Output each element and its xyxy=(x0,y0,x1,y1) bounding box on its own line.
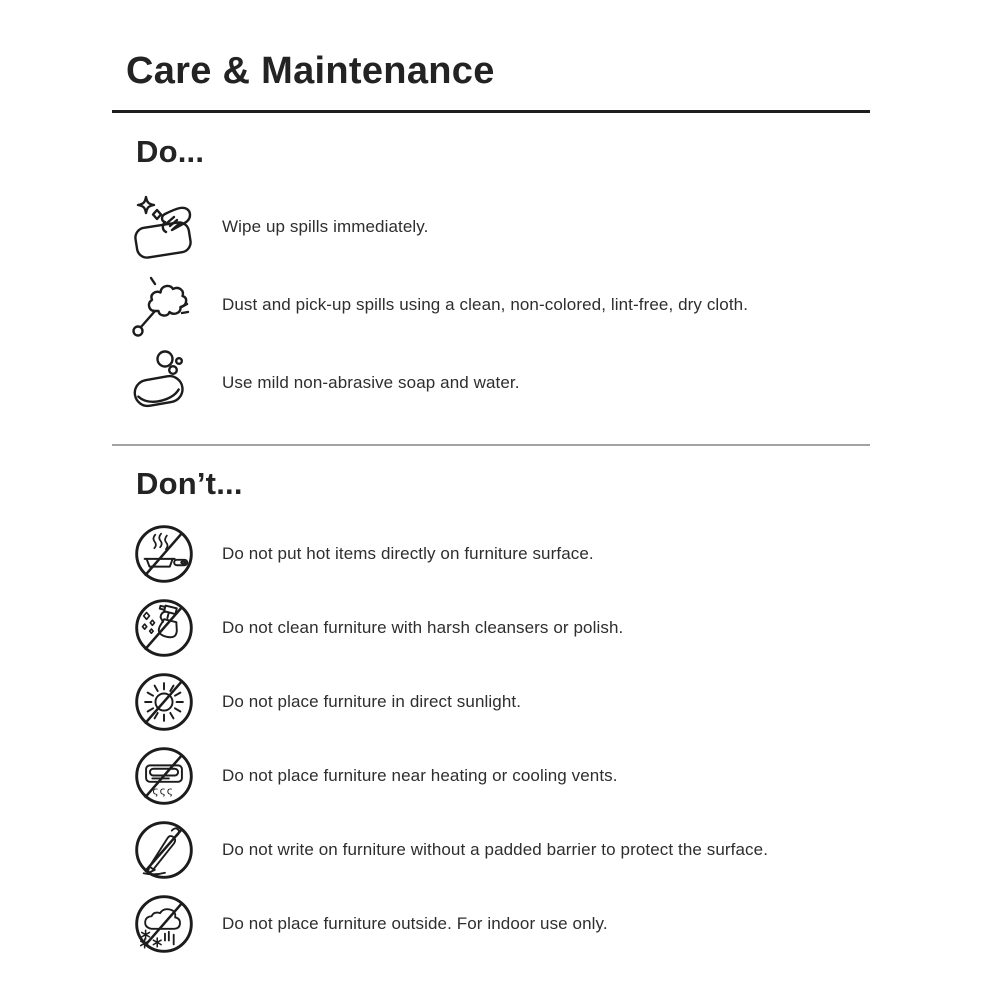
svg-text:ςςς: ςςς xyxy=(152,784,175,798)
dont-item-writing xyxy=(128,814,888,886)
do-item-dust xyxy=(128,269,888,341)
do-item-text: Use mild non-abrasive soap and water. xyxy=(222,373,520,392)
dont-item-text: Do not put hot items directly on furniture surface. xyxy=(222,544,594,563)
do-item-soap xyxy=(128,347,888,419)
do-item-wipe-spills xyxy=(128,191,888,263)
dont-section-heading: Don’t... xyxy=(136,466,243,501)
section-divider xyxy=(112,444,870,446)
dont-item-direct-sunlight xyxy=(128,666,888,738)
title-divider xyxy=(112,110,870,113)
dont-item-text: Do not place furniture outside. For indoor use only. xyxy=(222,914,608,933)
soap-water-icon xyxy=(128,347,200,419)
no-hot-items-icon xyxy=(128,518,200,590)
page-title: Care & Maintenance xyxy=(126,50,495,92)
wipe-spills-icon xyxy=(128,191,200,263)
no-writing-icon xyxy=(128,814,200,886)
dont-item-outdoors xyxy=(128,888,888,960)
duster-icon xyxy=(128,269,200,341)
dont-item-harsh-cleansers xyxy=(128,592,888,664)
no-vents-icon xyxy=(128,740,200,812)
do-item-text: Dust and pick-up spills using a clean, non-colored, lint-free, dry cloth. xyxy=(222,295,749,314)
dont-item-text: Do not clean furniture with harsh cleansers or polish. xyxy=(222,618,624,637)
dont-item-text: Do not write on furniture without a padded barrier to protect the surface. xyxy=(222,840,769,859)
do-item-text: Wipe up spills immediately. xyxy=(222,217,429,236)
no-outdoor-icon xyxy=(128,888,200,960)
dont-item-text: Do not place furniture near heating or cooling vents. xyxy=(222,766,618,785)
do-section-heading: Do... xyxy=(136,134,205,169)
no-direct-sunlight-icon xyxy=(128,666,200,738)
no-harsh-cleansers-icon xyxy=(128,592,200,664)
dont-item-text: Do not place furniture in direct sunlight. xyxy=(222,692,522,711)
dont-item-hot-items xyxy=(128,518,888,590)
dont-item-vents xyxy=(128,740,888,812)
